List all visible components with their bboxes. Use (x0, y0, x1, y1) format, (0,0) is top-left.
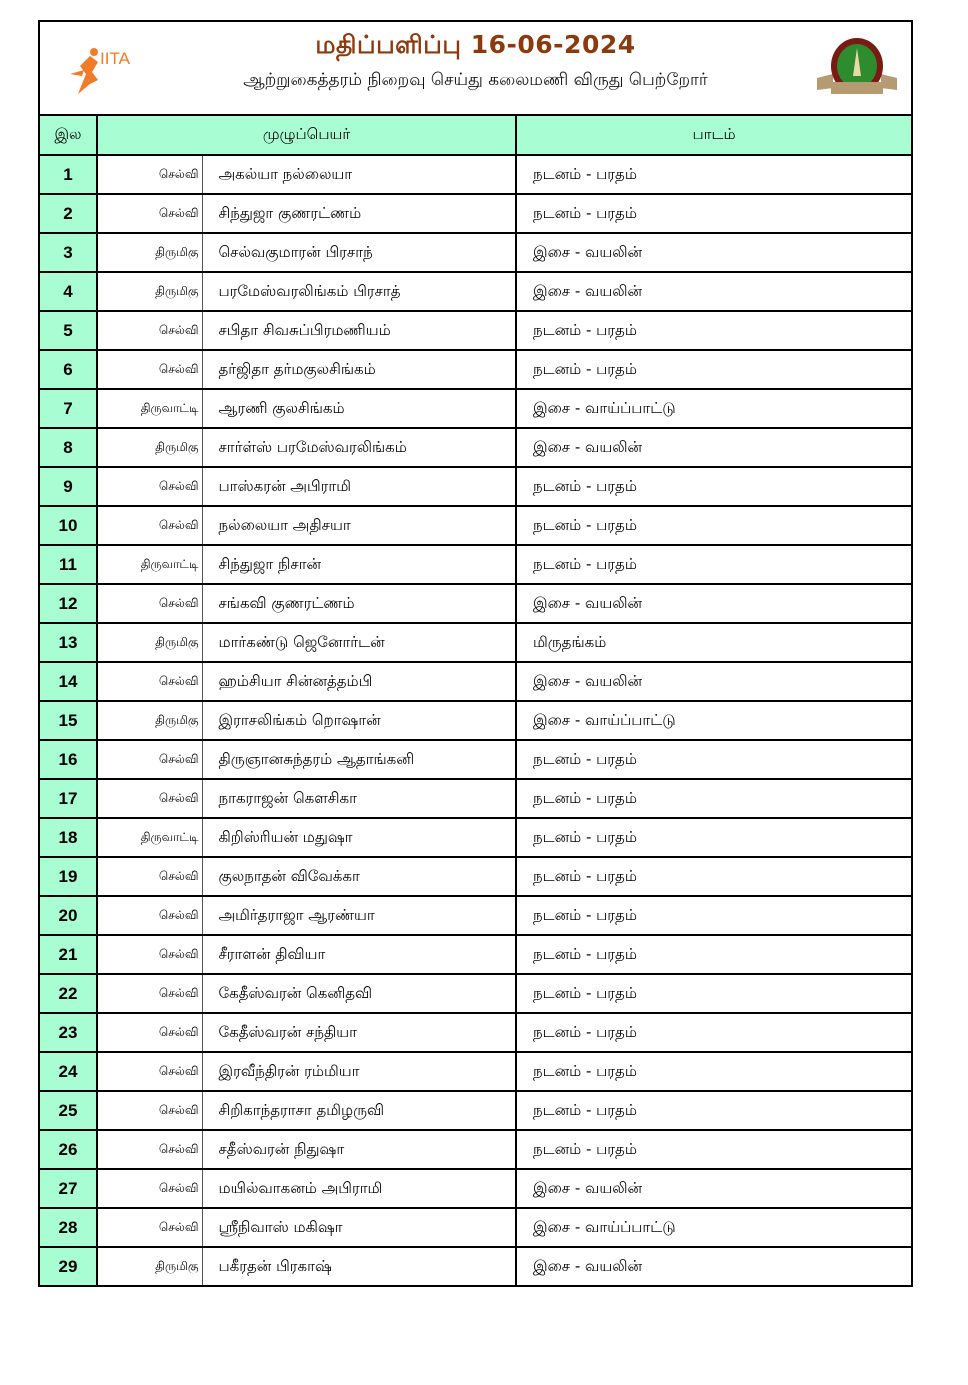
row-subject: நடனம் - பரதம் (516, 1013, 911, 1052)
row-honorific: செல்வி (97, 896, 202, 935)
row-honorific: செல்வி (97, 935, 202, 974)
row-subject: இசை - வயலின் (516, 584, 911, 623)
row-number: 3 (40, 233, 97, 272)
row-number: 25 (40, 1091, 97, 1130)
row-honorific: திருமிகு (97, 623, 202, 662)
column-header-full-name: முழுப்பெயர் (97, 116, 516, 155)
table-row (40, 740, 911, 779)
row-honorific: திருமிகு (97, 701, 202, 740)
row-honorific: திருமிகு (97, 272, 202, 311)
row-number: 24 (40, 1052, 97, 1091)
row-subject: நடனம் - பரதம் (516, 1130, 911, 1169)
document-header (40, 22, 911, 116)
table-row (40, 779, 911, 818)
row-subject: நடனம் - பரதம் (516, 506, 911, 545)
row-number: 22 (40, 974, 97, 1013)
row-number: 2 (40, 194, 97, 233)
row-name: கேதீஸ்வரன் கெனிதவி (202, 974, 516, 1013)
page-title: மதிப்பளிப்பு 16-06-2024 (315, 30, 636, 59)
table-row (40, 857, 911, 896)
row-number: 8 (40, 428, 97, 467)
emblem-logo-icon (813, 36, 901, 100)
row-name: திருஞானசுந்தரம் ஆதாங்கனி (202, 740, 516, 779)
row-name: சிந்துஜா குணரட்ணம் (202, 194, 516, 233)
row-name: தர்ஜிதா தர்மகுலசிங்கம் (202, 350, 516, 389)
table-row (40, 506, 911, 545)
row-number: 1 (40, 155, 97, 194)
row-number: 23 (40, 1013, 97, 1052)
row-subject: இசை - வாய்ப்பாட்டு (516, 1208, 911, 1247)
row-honorific: திருமிகு (97, 428, 202, 467)
row-number: 4 (40, 272, 97, 311)
awardees-table (40, 116, 911, 1285)
row-name: கேதீஸ்வரன் சந்தியா (202, 1013, 516, 1052)
table-header-row (40, 116, 911, 155)
row-honorific: செல்வி (97, 662, 202, 701)
column-header-subject: பாடம் (516, 116, 911, 155)
table-row (40, 662, 911, 701)
row-honorific: செல்வி (97, 350, 202, 389)
row-subject: நடனம் - பரதம் (516, 155, 911, 194)
row-honorific: செல்வி (97, 1130, 202, 1169)
row-subject: நடனம் - பரதம் (516, 1052, 911, 1091)
row-honorific: செல்வி (97, 1169, 202, 1208)
table-row (40, 1247, 911, 1285)
row-name: ஸ்ரீநிவாஸ் மகிஷா (202, 1208, 516, 1247)
row-subject: இசை - வயலின் (516, 1169, 911, 1208)
table-row (40, 1052, 911, 1091)
row-name: மார்கண்டு ஜெனோர்டன் (202, 623, 516, 662)
row-subject: இசை - வயலின் (516, 428, 911, 467)
row-number: 13 (40, 623, 97, 662)
table-row (40, 1169, 911, 1208)
table-row (40, 272, 911, 311)
row-subject: இசை - வயலின் (516, 272, 911, 311)
row-subject: மிருதங்கம் (516, 623, 911, 662)
row-name: கிறிஸ்ரியன் மதுஷா (202, 818, 516, 857)
row-subject: இசை - வாய்ப்பாட்டு (516, 389, 911, 428)
row-name: பாஸ்கரன் அபிராமி (202, 467, 516, 506)
row-number: 5 (40, 311, 97, 350)
row-honorific: செல்வி (97, 1052, 202, 1091)
row-subject: நடனம் - பரதம் (516, 974, 911, 1013)
row-name: மயில்வாகனம் அபிராமி (202, 1169, 516, 1208)
table-row (40, 584, 911, 623)
row-number: 17 (40, 779, 97, 818)
row-name: இராசலிங்கம் றொஷான் (202, 701, 516, 740)
row-honorific: திருவாட்டி (97, 818, 202, 857)
row-subject: இசை - வயலின் (516, 662, 911, 701)
table-row (40, 623, 911, 662)
row-name: சதீஸ்வரன் நிதுஷா (202, 1130, 516, 1169)
row-number: 10 (40, 506, 97, 545)
row-number: 27 (40, 1169, 97, 1208)
row-number: 29 (40, 1247, 97, 1285)
row-honorific: திருமிகு (97, 1247, 202, 1285)
row-name: பரமேஸ்வரலிங்கம் பிரசாத் (202, 272, 516, 311)
row-number: 21 (40, 935, 97, 974)
row-number: 15 (40, 701, 97, 740)
table-row (40, 194, 911, 233)
table-row (40, 311, 911, 350)
page-subtitle: ஆற்றுகைத்தரம் நிறைவு செய்து கலைமணி விருது பெற்றோர் (243, 70, 708, 90)
row-number: 19 (40, 857, 97, 896)
row-name: அகல்யா நல்லையா (202, 155, 516, 194)
row-subject: நடனம் - பரதம் (516, 818, 911, 857)
row-number: 14 (40, 662, 97, 701)
row-subject: நடனம் - பரதம் (516, 350, 911, 389)
row-subject: நடனம் - பரதம் (516, 545, 911, 584)
table-row (40, 701, 911, 740)
table-row (40, 1208, 911, 1247)
row-honorific: செல்வி (97, 194, 202, 233)
row-name: அமிர்தராஜா ஆரண்யா (202, 896, 516, 935)
row-subject: நடனம் - பரதம் (516, 311, 911, 350)
row-honorific: செல்வி (97, 155, 202, 194)
row-number: 9 (40, 467, 97, 506)
row-honorific: செல்வி (97, 467, 202, 506)
row-number: 20 (40, 896, 97, 935)
row-subject: நடனம் - பரதம் (516, 935, 911, 974)
row-name: சீராளன் திவியா (202, 935, 516, 974)
row-name: இரவீந்திரன் ரம்மியா (202, 1052, 516, 1091)
row-subject: நடனம் - பரதம் (516, 1091, 911, 1130)
table-row (40, 818, 911, 857)
row-name: சார்ள்ஸ் பரமேஸ்வரலிங்கம் (202, 428, 516, 467)
row-subject: நடனம் - பரதம் (516, 467, 911, 506)
row-honorific: செல்வி (97, 1013, 202, 1052)
row-honorific: திருவாட்டி (97, 545, 202, 584)
row-honorific: செல்வி (97, 584, 202, 623)
row-name: சங்கவி குணரட்ணம் (202, 584, 516, 623)
table-body (40, 155, 911, 1285)
row-name: ஆரணி குலசிங்கம் (202, 389, 516, 428)
table-row (40, 233, 911, 272)
table-row (40, 467, 911, 506)
row-subject: நடனம் - பரதம் (516, 779, 911, 818)
logo-text: IITA (100, 49, 130, 68)
table-row (40, 1091, 911, 1130)
row-number: 18 (40, 818, 97, 857)
row-number: 6 (40, 350, 97, 389)
row-honorific: திருமிகு (97, 233, 202, 272)
row-number: 16 (40, 740, 97, 779)
row-subject: இசை - வயலின் (516, 1247, 911, 1285)
row-name: சபிதா சிவசுப்பிரமணியம் (202, 311, 516, 350)
table-row (40, 428, 911, 467)
row-name: நாகராஜன் கௌசிகா (202, 779, 516, 818)
row-number: 26 (40, 1130, 97, 1169)
row-subject: இசை - வயலின் (516, 233, 911, 272)
table-row (40, 545, 911, 584)
row-honorific: செல்வி (97, 857, 202, 896)
row-name: செல்வகுமாரன் பிரசாந் (202, 233, 516, 272)
row-subject: நடனம் - பரதம் (516, 857, 911, 896)
row-honorific: திருவாட்டி (97, 389, 202, 428)
row-honorific: செல்வி (97, 1091, 202, 1130)
row-subject: நடனம் - பரதம் (516, 194, 911, 233)
table-row (40, 155, 911, 194)
award-list-sheet (38, 20, 913, 1287)
row-subject: இசை - வாய்ப்பாட்டு (516, 701, 911, 740)
row-name: ஹம்சியா சின்னத்தம்பி (202, 662, 516, 701)
table-row (40, 389, 911, 428)
column-header-number: இல (40, 116, 97, 155)
row-number: 12 (40, 584, 97, 623)
table-row (40, 350, 911, 389)
row-number: 7 (40, 389, 97, 428)
row-name: குலநாதன் விவேக்கா (202, 857, 516, 896)
table-row (40, 1013, 911, 1052)
row-number: 11 (40, 545, 97, 584)
row-honorific: செல்வி (97, 311, 202, 350)
row-honorific: செல்வி (97, 779, 202, 818)
row-honorific: செல்வி (97, 1208, 202, 1247)
row-subject: நடனம் - பரதம் (516, 740, 911, 779)
row-number: 28 (40, 1208, 97, 1247)
table-row (40, 1130, 911, 1169)
row-subject: நடனம் - பரதம் (516, 896, 911, 935)
table-row (40, 896, 911, 935)
row-honorific: செல்வி (97, 740, 202, 779)
row-honorific: செல்வி (97, 974, 202, 1013)
row-name: சிறிகாந்தராசா தமிழருவி (202, 1091, 516, 1130)
table-row (40, 935, 911, 974)
row-honorific: செல்வி (97, 506, 202, 545)
table-row (40, 974, 911, 1013)
row-name: பகீரதன் பிரகாஷ் (202, 1247, 516, 1285)
row-name: நல்லையா அதிசயா (202, 506, 516, 545)
row-name: சிந்துஜா நிசான் (202, 545, 516, 584)
